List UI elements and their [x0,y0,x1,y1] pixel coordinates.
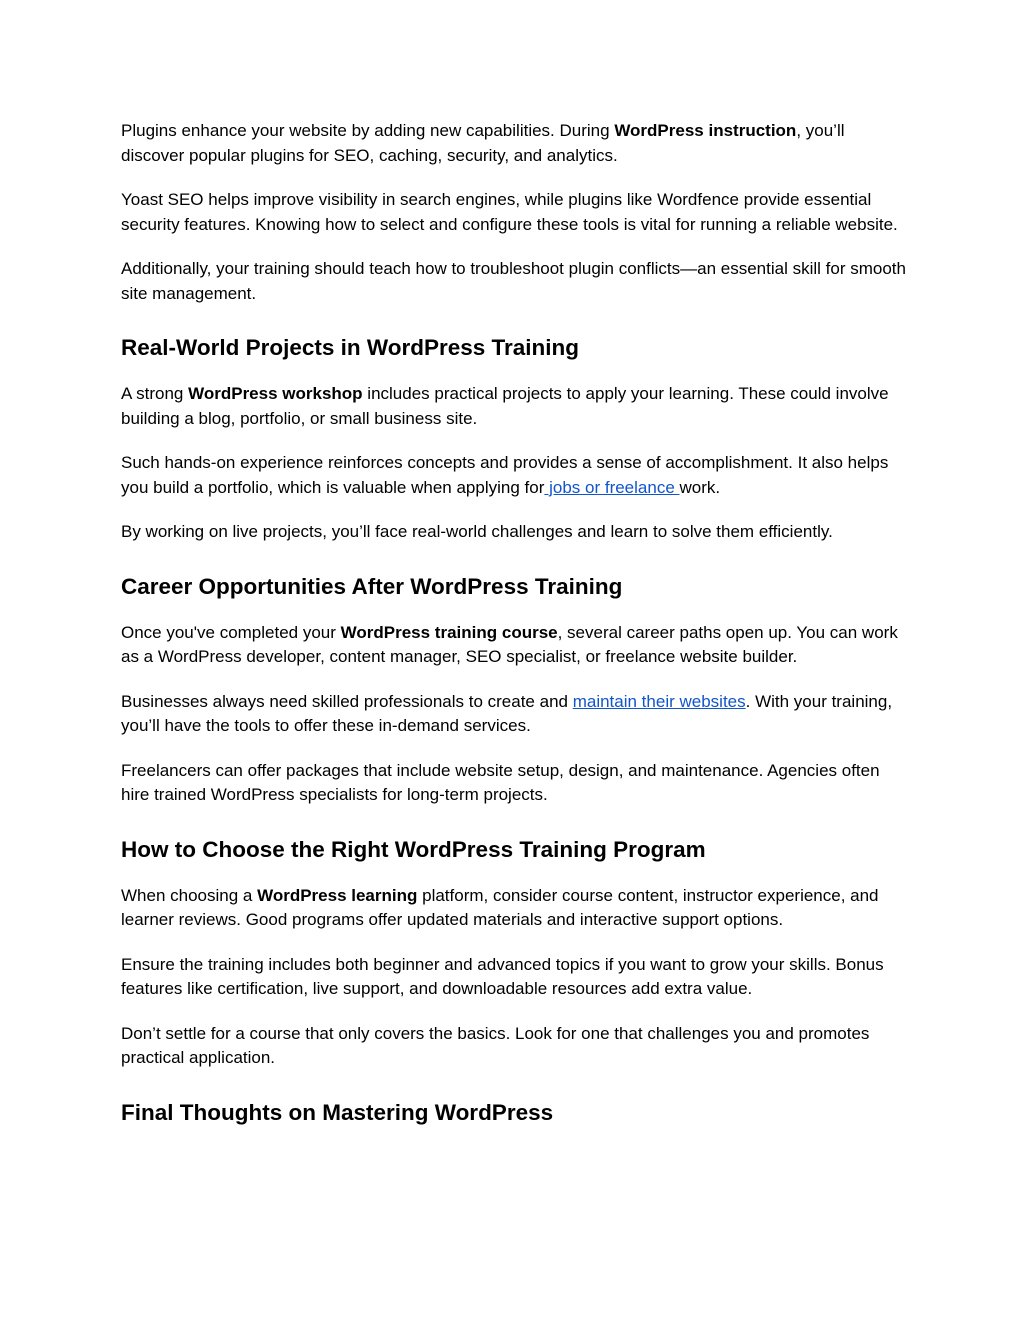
heading-real-world-projects: Real-World Projects in WordPress Training [121,335,580,360]
bold-keyword: WordPress learning [257,885,418,905]
text: Once you've completed your [121,622,341,642]
document-page [121,119,907,1147]
text: A strong [121,384,189,403]
paragraph-hands-on [121,451,907,500]
text: . With your training, you’ll have the tools to offer these in-demand services. [121,691,893,735]
bold-keyword: WordPress instruction [614,121,797,140]
bold-keyword: WordPress workshop [188,384,363,403]
paragraph-troubleshoot: Additionally, your training should teach how to troubleshoot plugin conflicts—an essential skill for smooth site management. [121,259,906,303]
heading-final-thoughts: Final Thoughts on Mastering WordPress [121,1099,554,1125]
text: includes practical projects to apply your learning. These could involve building a blog, portfolio, or small business site. [121,384,889,428]
paragraph-workshop [121,382,907,431]
text: When choosing a [121,885,258,905]
paragraph-plugins [121,119,907,168]
text: platform, consider course content, instructor experience, and learner reviews. Good programs offer updated materials and interactive support options. [121,885,879,929]
text: Businesses always need skilled professionals to create and [121,691,573,711]
paragraph-training-course [121,621,907,670]
paragraph-dont-settle: Don’t settle for a course that only covers the basics. Look for one that challenges you and promotes practical application. [121,1023,870,1067]
paragraph-ensure-training: Ensure the training includes both beginner and advanced topics if you want to grow your skills. Bonus features like certification, live support, and downloadable resources add extra value. [121,954,884,998]
text: Such hands-on experience reinforces concepts and provides a sense of accomplishment. It also helps you build a portfolio, which is valuable when applying for [121,453,889,497]
paragraph-freelancers: Freelancers can offer packages that include website setup, design, and maintenance. Agencies often hire trained WordPress specialists for long-term projects. [121,760,880,804]
heading-career-opportunities: Career Opportunities After WordPress Training [121,573,623,599]
maintain-websites-link[interactable]: maintain their websites [572,691,746,711]
heading-choose-program: How to Choose the Right WordPress Training Program [121,836,706,862]
jobs-freelance-link[interactable]: jobs or freelance [544,477,680,497]
paragraph-learning-platform [121,884,907,933]
bold-keyword: WordPress training course [340,622,558,642]
paragraph-yoast: Yoast SEO helps improve visibility in search engines, while plugins like Wordfence provide essential security features. Knowing how to select and configure these tools is vital for running a reliable website. [121,190,898,234]
text: Plugins enhance your website by adding new capabilities. During [121,121,615,140]
text: , several career paths open up. You can work as a WordPress developer, content manager, SEO specialist, or freelance website builder. [121,622,898,666]
text: work. [679,477,721,497]
text: , you’ll discover popular plugins for SEO, caching, security, and analytics. [121,121,845,165]
paragraph-businesses [121,690,907,739]
paragraph-live-projects: By working on live projects, you’ll face real-world challenges and learn to solve them efficiently. [121,522,833,541]
